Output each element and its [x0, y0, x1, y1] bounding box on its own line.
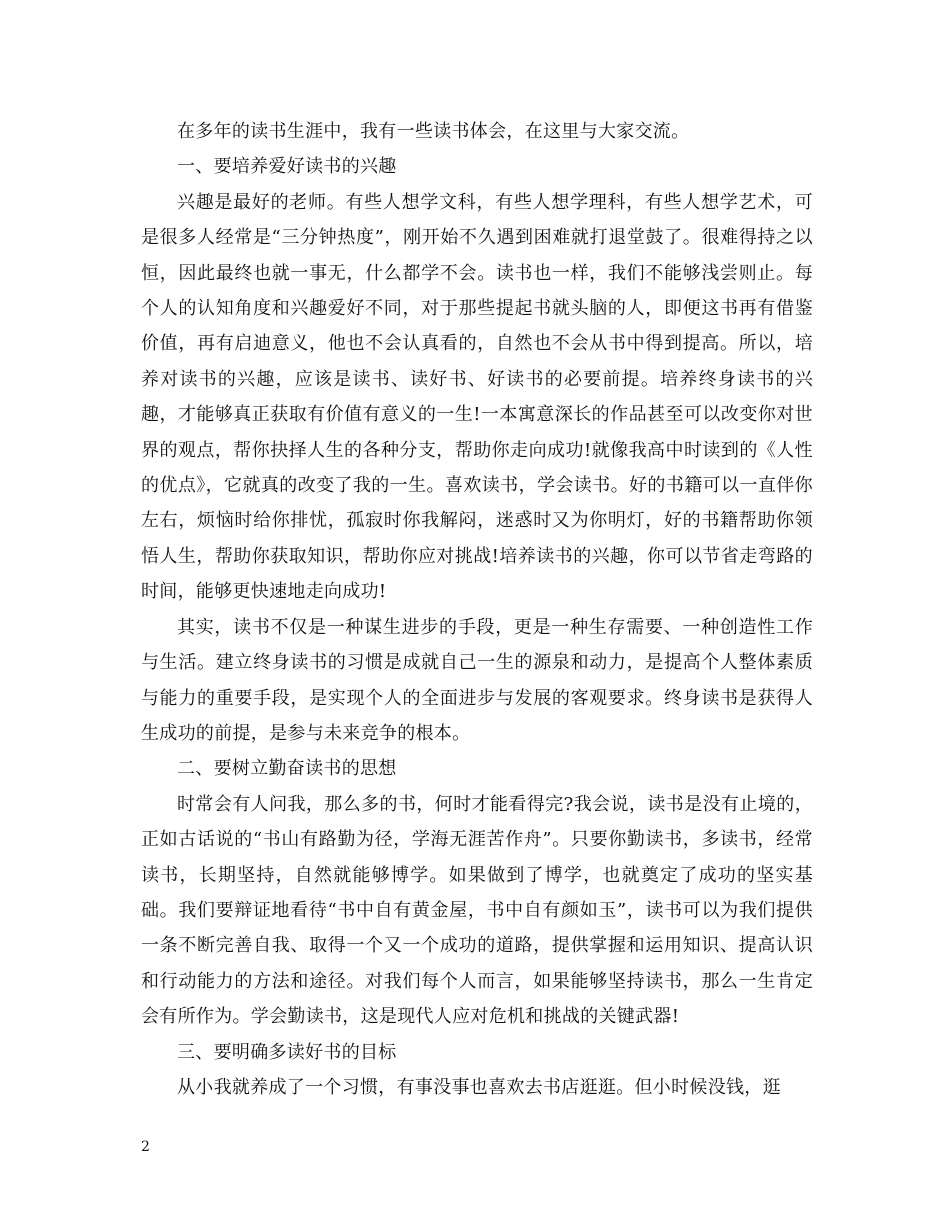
section-heading-3: 三、要明确多读好书的目标 — [177, 1041, 397, 1063]
page-number: 2 — [141, 1139, 150, 1155]
section-heading-2: 二、要树立勤奋读书的思想 — [177, 758, 397, 780]
section-heading-1: 一、要培养爱好读书的兴趣 — [177, 156, 397, 178]
paragraph-diligence: 时常会有人问我，那么多的书，何时才能看得完?我会说，读书是没有止境的，正如古话说的“书山有路勤为径，学海无涯苦作舟”。只要你勤读书，多读书，经常读书，长期坚持，自然就能够博学。如果做到了博学，也就奠定了成功的坚实基础。我们要辩证地看待“书中自有黄金屋，书中自有颜如玉”，读书可以为我们提供一条不断完善自我、取得一个又一个成功的道路，提供掌握和运用知识、提高认识和行动能力的方法和途径。对我们每个人而言，如果能够坚持读书，那么一生肯定会有所作为。学会勤读书，这是现代人应对危机和挑战的关键武器! — [141, 793, 813, 1028]
document-body — [141, 114, 813, 1105]
paragraph-lifelong-reading: 其实，读书不仅是一种谋生进步的手段，更是一种生存需要、一种创造性工作与生活。建立终身读书的习惯是成就自己一生的源泉和动力，是提高个人整体素质与能力的重要手段，是实现个人的全面进步与发展的客观要求。终身读书是获得人生成功的前提，是参与未来竞争的根本。 — [141, 616, 813, 744]
paragraph-intro: 在多年的读书生涯中，我有一些读书体会，在这里与大家交流。 — [177, 121, 690, 142]
paragraph-good-books: 从小我就养成了一个习惯，有事没事也喜欢去书店逛逛。但小时候没钱，逛 — [177, 1076, 781, 1098]
paragraph-interest: 兴趣是最好的老师。有些人想学文科，有些人想学理科，有些人想学艺术，可是很多人经常是“三分钟热度”，刚开始不久遇到困难就打退堂鼓了。很难得持之以恒，因此最终也就一事无，什么都学不会。读书也一样，我们不能够浅尝则止。每个人的认知角度和兴趣爱好不同，对于那些提起书就头脑的人，即便这书再有借鉴价值，再有启迪意义，他也不会认真看的，自然也不会从书中得到提高。所以，培养对读书的兴趣，应该是读书、读好书、好读书的必要前提。培养终身读书的兴趣，才能够真正获取有价值有意义的一生!一本寓意深长的作品甚至可以改变你对世界的观点，帮你抉择人生的各种分支，帮助你走向成功!就像我高中时读到的《人性的优点》，它就真的改变了我的一生。喜欢读书，学会读书。好的书籍可以一直伴你左右，烦恼时给你排忧，孤寂时你我解闷，迷惑时又为你明灯，好的书籍帮助你领悟人生，帮助你获取知识，帮助你应对挑战!培养读书的兴趣，你可以节省走弯路的时间，能够更快速地走向成功! — [141, 191, 813, 603]
